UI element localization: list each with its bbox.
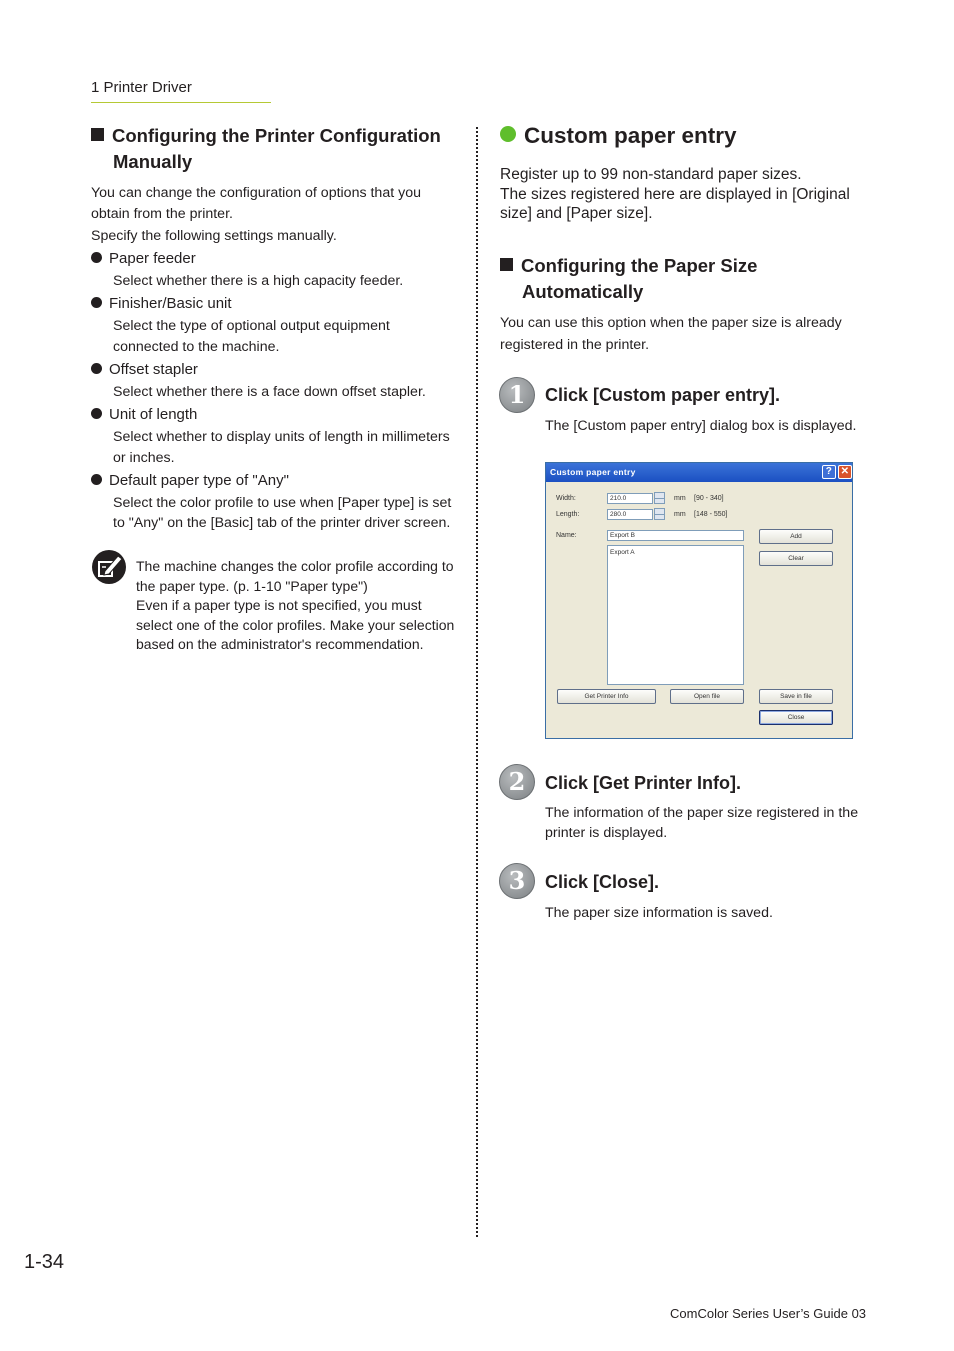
list-item: Finisher/Basic unit: [91, 293, 232, 315]
left-intro-3: Specify the following settings manually.: [91, 228, 337, 244]
help-icon[interactable]: ?: [822, 465, 836, 479]
step-number-badge: 1: [499, 377, 535, 413]
list-item: Offset stapler: [91, 359, 198, 381]
dialog-title: Custom paper entry: [550, 467, 636, 477]
list-item: Default paper type of "Any": [91, 470, 289, 492]
bullet-dot-icon: [91, 252, 102, 263]
step-desc: The information of the paper size registered in the printer is displayed.: [545, 805, 859, 841]
open-file-button[interactable]: Open file: [670, 689, 744, 704]
list-item: Unit of length: [91, 404, 197, 426]
note-pencil-icon: [91, 549, 127, 585]
step-title: Click [Close].: [545, 872, 660, 892]
bullet-dot-icon: [91, 474, 102, 485]
width-range: [90 - 340]: [694, 495, 724, 502]
list-item-desc: Select whether there is a face down offset stapler.: [113, 384, 426, 400]
name-field[interactable]: Export B: [607, 530, 744, 541]
close-icon[interactable]: ✕: [838, 465, 852, 479]
save-in-file-button[interactable]: Save in file: [759, 689, 833, 704]
paper-size-list[interactable]: [607, 545, 744, 685]
step-number-badge: 3: [499, 863, 535, 899]
bullet-dot-icon: [91, 408, 102, 419]
step-title: Click [Get Printer Info].: [545, 773, 742, 793]
length-field[interactable]: 280.0: [607, 509, 653, 520]
list-item-desc: Select whether to display units of length in millimeters: [113, 429, 450, 445]
length-label: Length:: [556, 511, 580, 518]
width-field[interactable]: 210.0: [607, 493, 653, 504]
column-divider: [476, 127, 478, 1237]
width-unit: mm: [674, 495, 686, 502]
right-sub-intro: You can use this option when the paper size is already registered in the printer.: [500, 315, 842, 353]
green-dot-icon: [500, 126, 516, 142]
left-intro-2: obtain from the printer.: [91, 206, 233, 222]
step-title: Click [Custom paper entry].: [545, 385, 781, 405]
page-title: Custom paper entry: [500, 123, 737, 149]
step-desc: The paper size information is saved.: [545, 905, 773, 921]
length-unit: mm: [674, 511, 686, 518]
bullet-dot-icon: [91, 297, 102, 308]
list-item-desc: or inches.: [113, 450, 175, 466]
step-number-badge: 2: [499, 764, 535, 800]
list-item: Paper feeder: [91, 248, 196, 270]
list-item-desc: to "Any" on the [Basic] tab of the printer driver screen.: [113, 515, 451, 531]
bullet-dot-icon: [91, 363, 102, 374]
get-printer-info-button[interactable]: Get Printer Info: [557, 689, 656, 704]
running-header: 1 Printer Driver: [91, 79, 192, 96]
left-heading: [91, 123, 461, 175]
list-item[interactable]: Export A: [610, 549, 635, 556]
right-subheading: Configuring the Paper Size Automatically: [500, 253, 860, 305]
left-intro-1: You can change the configuration of options that you: [91, 185, 421, 201]
note-text: The machine changes the color profile according to the paper type. (p. 1-10 "Paper type") Even if a paper type is not specified, you must select one of the color profiles. Make your selection based on the administrator's recommendation.: [136, 558, 455, 652]
page-number: 1-34: [24, 1251, 65, 1273]
width-label: Width:: [556, 495, 576, 502]
square-bullet-icon: [500, 258, 513, 271]
length-range: [148 - 550]: [694, 511, 728, 518]
clear-button[interactable]: Clear: [759, 551, 833, 566]
list-item-desc: connected to the machine.: [113, 339, 280, 355]
list-item-desc: Select whether there is a high capacity feeder.: [113, 273, 404, 289]
guide-title: ComColor Series User’s Guide 03: [670, 1306, 867, 1321]
width-stepper[interactable]: [654, 492, 665, 504]
list-item-desc: Select the type of optional output equipment: [113, 318, 390, 334]
list-item-desc: Select the color profile to use when [Paper type] is set: [113, 495, 452, 511]
square-bullet-icon: [91, 128, 104, 141]
name-label: Name:: [556, 532, 577, 539]
left-heading-line2: Manually: [113, 151, 193, 172]
header-rule: [91, 102, 271, 103]
close-button[interactable]: Close: [759, 710, 833, 725]
dialog-title-bar: [546, 463, 852, 482]
left-heading-line1: Configuring the Printer Configuration: [112, 125, 441, 146]
add-button[interactable]: Add: [759, 529, 833, 544]
step-desc: The [Custom paper entry] dialog box is displayed.: [545, 418, 857, 434]
length-stepper[interactable]: [654, 508, 665, 520]
right-intro: Register up to 99 non-standard paper sizes. The sizes registered here are displayed in [Original size] and [Paper size].: [500, 166, 850, 222]
custom-paper-entry-dialog: [545, 462, 853, 739]
